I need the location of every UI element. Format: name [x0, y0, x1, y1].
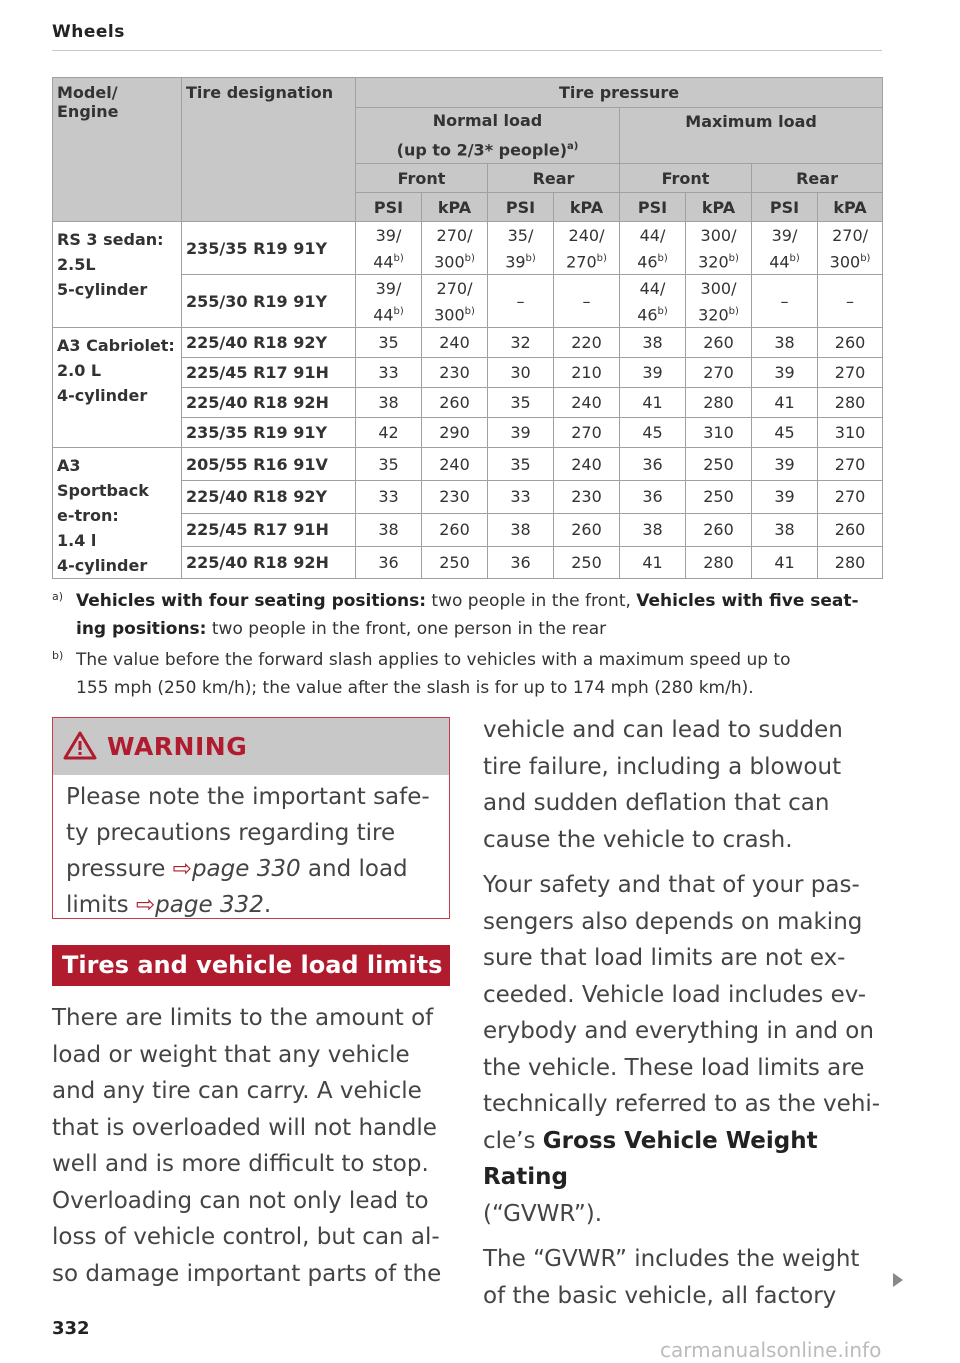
col-header-tire: Tire designation — [182, 78, 356, 222]
paragraph: vehicle and can lead to sudden tire failure, including a blowout and sudden deflation that can cause the vehicle to crash. — [483, 717, 843, 853]
body-text-left: There are limits to the amount of load or weight that any vehicle and any tire can carry. A vehicle that is overloaded will not handle well and is more difficult to stop. Overloading can not only lead to loss of vehicle control, but can al- so damage important parts of the — [52, 1005, 442, 1287]
col-header-pressure: Tire pressure — [356, 78, 883, 108]
col-header-front-normal: Front — [356, 164, 488, 193]
section-title: Tires and vehicle load limits — [52, 945, 450, 986]
tire-designation-cell: 235/35 R19 91Y — [182, 222, 356, 275]
footnote-a: a) Vehicles with four seating positions: two people in the front, Vehicles with five seat- ing positions: two people in the front, one person in the rear — [52, 590, 859, 639]
pressure-value-cell: 240 — [554, 388, 620, 418]
col-header-rear-max: Rear — [752, 164, 883, 193]
pressure-value-cell: 280 — [686, 388, 752, 418]
warning-triangle-icon — [63, 730, 97, 764]
pressure-value-cell: 35 — [488, 388, 554, 418]
pressure-value-cell: 36 — [356, 546, 422, 579]
pressure-value-cell: 230 — [422, 358, 488, 388]
tire-designation-cell: 225/40 R18 92H — [182, 546, 356, 579]
pressure-value-cell: 310 — [686, 418, 752, 448]
pressure-value-cell: 42 — [356, 418, 422, 448]
page-ref-332[interactable]: page 332 — [155, 892, 264, 918]
page-ref-330[interactable]: page 330 — [191, 856, 301, 882]
pressure-value-cell: 260 — [554, 513, 620, 546]
pressure-value-cell: 260 — [686, 328, 752, 358]
pressure-value-cell: 290 — [422, 418, 488, 448]
tire-designation-cell: 255/30 R19 91Y — [182, 275, 356, 328]
tire-designation-cell: 205/55 R16 91V — [182, 448, 356, 481]
pressure-value-cell: 310 — [818, 418, 883, 448]
pressure-value-cell: 39 — [752, 448, 818, 481]
pressure-value-cell: 260 — [818, 513, 883, 546]
table-row — [53, 448, 883, 481]
pressure-value-cell: 36 — [488, 546, 554, 579]
pressure-value-cell: 45 — [620, 418, 686, 448]
col-header-rear-normal: Rear — [488, 164, 620, 193]
pressure-value-cell: 41 — [620, 546, 686, 579]
col-header-kpa: kPA — [422, 193, 488, 222]
pressure-value-cell: 240 — [422, 328, 488, 358]
pressure-value-cell: 41 — [752, 388, 818, 418]
pressure-value-cell: 260 — [818, 328, 883, 358]
col-header-psi: PSI — [356, 193, 422, 222]
pressure-value-cell: 38 — [620, 513, 686, 546]
pressure-value-cell: 300/ 320$^{b)}$ — [686, 222, 752, 275]
pressure-value-cell: 39 — [488, 418, 554, 448]
pressure-value-cell: 35 — [356, 448, 422, 481]
pressure-value-cell: 35/ 39$^{b)}$ — [488, 222, 554, 275]
pressure-value-cell: 270 — [554, 418, 620, 448]
col-header-maximum-load: Maximum load — [620, 108, 883, 164]
warning-text: Please note the important safe- ty precautions regarding tire pressure ⇨page 330 and load limits ⇨page 332. — [66, 784, 430, 918]
pressure-value-cell: 33 — [356, 481, 422, 514]
pressure-value-cell: 39/ 44$^{b)}$ — [356, 275, 422, 328]
pressure-value-cell: 38 — [356, 513, 422, 546]
tire-designation-cell: 225/40 R18 92Y — [182, 481, 356, 514]
paragraph: The “GVWR” includes the weight of the basic vehicle, all factory — [483, 1246, 860, 1309]
pressure-value-cell: 44/ 46$^{b)}$ — [620, 222, 686, 275]
pressure-value-cell: 35 — [488, 448, 554, 481]
tire-pressure-table — [52, 77, 883, 579]
pressure-value-cell: 41 — [620, 388, 686, 418]
col-header-psi: PSI — [620, 193, 686, 222]
warning-header — [53, 718, 449, 775]
pressure-value-cell: 280 — [818, 546, 883, 579]
col-header-psi: PSI — [752, 193, 818, 222]
pressure-value-cell: 280 — [818, 388, 883, 418]
model-engine-cell: RS 3 sedan: 2.5L 5-cylinder — [53, 222, 182, 328]
pressure-value-cell: 38 — [620, 328, 686, 358]
warning-box — [52, 717, 450, 919]
pressure-value-cell: 41 — [752, 546, 818, 579]
pressure-value-cell: 36 — [620, 481, 686, 514]
arrow-icon: ⇨ — [172, 856, 192, 882]
section-header: Wheels — [52, 22, 882, 51]
pressure-value-cell: 230 — [422, 481, 488, 514]
continue-arrow-icon — [893, 1273, 903, 1287]
pressure-value-cell: 280 — [686, 546, 752, 579]
pressure-value-cell: 270/ 300$^{b)}$ — [422, 275, 488, 328]
pressure-value-cell: 250 — [686, 448, 752, 481]
model-engine-cell: A3 Sportback e-tron: 1.4 l 4-cylinder — [53, 448, 182, 579]
pressure-value-cell: 39/ 44$^{b)}$ — [356, 222, 422, 275]
pressure-value-cell: 230 — [554, 481, 620, 514]
pressure-value-cell: 240 — [422, 448, 488, 481]
tire-designation-cell: 225/45 R17 91H — [182, 358, 356, 388]
pressure-value-cell: 270 — [818, 481, 883, 514]
footnote-b: b) The value before the forward slash applies to vehicles with a maximum speed up to 155 mph (250 km/h); the value after the slash is for up to 174 mph (280 km/h). — [52, 649, 791, 698]
pressure-value-cell: 33 — [488, 481, 554, 514]
tire-designation-cell: 225/40 R18 92Y — [182, 328, 356, 358]
pressure-value-cell: 38 — [752, 513, 818, 546]
col-header-front-max: Front — [620, 164, 752, 193]
pressure-value-cell: 270 — [686, 358, 752, 388]
pressure-value-cell: – — [488, 275, 554, 328]
pressure-value-cell: 44/ 46$^{b)}$ — [620, 275, 686, 328]
paragraph: Your safety and that of your pas- sengers also depends on making sure that load limits are not ex- ceeded. Vehicle load includes ev- erybody and everything in and on the vehicle. These load limits are technically referred to as the vehi- cle’s Gross Vehicle Weight Rating (“GVWR”). — [483, 872, 881, 1227]
col-header-normal-load: Normal load (up to 2/3* people)$^{a)}$ — [356, 108, 620, 164]
body-text-right — [483, 712, 893, 1323]
pressure-value-cell: 250 — [422, 546, 488, 579]
watermark: carmanualsonline.info — [660, 1338, 882, 1362]
pressure-value-cell: 260 — [422, 513, 488, 546]
tire-designation-cell: 235/35 R19 91Y — [182, 418, 356, 448]
pressure-value-cell: 33 — [356, 358, 422, 388]
warning-title: WARNING — [107, 732, 248, 761]
pressure-value-cell: 250 — [686, 481, 752, 514]
table-row — [53, 222, 883, 275]
pressure-value-cell: 270/ 300$^{b)}$ — [818, 222, 883, 275]
pressure-value-cell: 45 — [752, 418, 818, 448]
pressure-value-cell: – — [752, 275, 818, 328]
pressure-value-cell: 38 — [752, 328, 818, 358]
pressure-value-cell: – — [554, 275, 620, 328]
pressure-value-cell: 39 — [752, 358, 818, 388]
model-engine-cell: A3 Cabriolet: 2.0 L 4-cylinder — [53, 328, 182, 448]
col-header-kpa: kPA — [686, 193, 752, 222]
pressure-value-cell: 38 — [488, 513, 554, 546]
pressure-value-cell: 260 — [422, 388, 488, 418]
table-row — [53, 328, 883, 358]
pressure-value-cell: 300/ 320$^{b)}$ — [686, 275, 752, 328]
tire-designation-cell: 225/40 R18 92H — [182, 388, 356, 418]
pressure-value-cell: 32 — [488, 328, 554, 358]
col-header-kpa: kPA — [554, 193, 620, 222]
col-header-kpa: kPA — [818, 193, 883, 222]
pressure-value-cell: 240 — [554, 448, 620, 481]
pressure-value-cell: 38 — [356, 388, 422, 418]
pressure-value-cell: 240/ 270$^{b)}$ — [554, 222, 620, 275]
pressure-value-cell: 270/ 300$^{b)}$ — [422, 222, 488, 275]
pressure-value-cell: 270 — [818, 448, 883, 481]
col-header-psi: PSI — [488, 193, 554, 222]
pressure-value-cell: 36 — [620, 448, 686, 481]
col-header-model: Model/ Engine — [53, 78, 182, 222]
pressure-value-cell: 220 — [554, 328, 620, 358]
arrow-icon: ⇨ — [135, 892, 156, 918]
pressure-value-cell: 30 — [488, 358, 554, 388]
page-number: 332 — [52, 1318, 90, 1339]
pressure-value-cell: 39 — [752, 481, 818, 514]
pressure-value-cell: 210 — [554, 358, 620, 388]
pressure-value-cell: 39/ 44$^{b)}$ — [752, 222, 818, 275]
pressure-value-cell: 39 — [620, 358, 686, 388]
pressure-value-cell: 260 — [686, 513, 752, 546]
pressure-value-cell: 250 — [554, 546, 620, 579]
pressure-value-cell: 270 — [818, 358, 883, 388]
pressure-value-cell: – — [818, 275, 883, 328]
tire-designation-cell: 225/45 R17 91H — [182, 513, 356, 546]
pressure-value-cell: 35 — [356, 328, 422, 358]
